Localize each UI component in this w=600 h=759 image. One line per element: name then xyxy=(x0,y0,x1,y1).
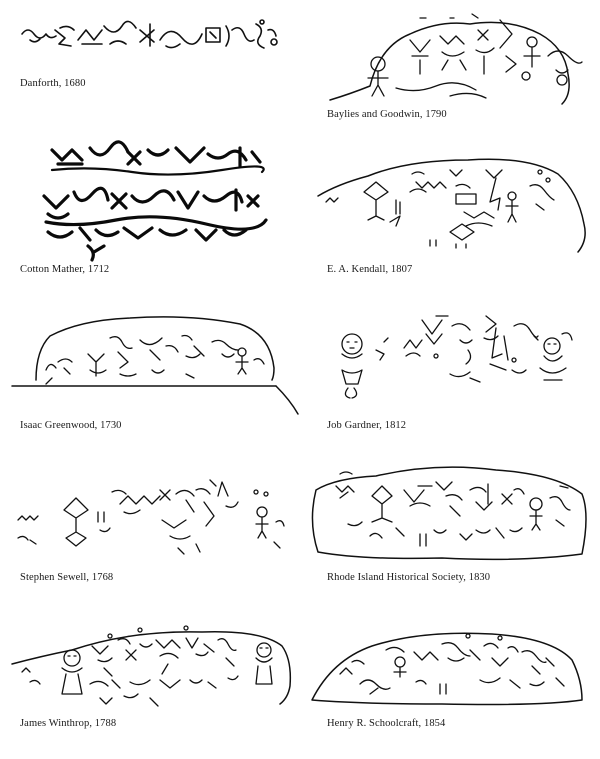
drawing-rhode-island xyxy=(300,450,600,590)
drawing-baylies-goodwin xyxy=(300,0,600,130)
drawing-schoolcraft xyxy=(300,600,600,759)
caption-gardner: Job Gardner, 1812 xyxy=(327,420,407,431)
drawing-greenwood xyxy=(0,290,300,440)
greenwood-illustration xyxy=(0,290,300,440)
sewell-illustration xyxy=(0,450,300,590)
rhode-island-illustration xyxy=(300,450,600,590)
cotton-mather-illustration xyxy=(0,130,300,280)
caption-winthrop: James Winthrop, 1788 xyxy=(20,718,117,729)
caption-kendall: E. A. Kendall, 1807 xyxy=(327,264,413,275)
caption-schoolcraft: Henry R. Schoolcraft, 1854 xyxy=(327,718,446,729)
drawing-danforth xyxy=(0,0,300,100)
drawing-kendall xyxy=(300,130,600,280)
caption-sewell: Stephen Sewell, 1768 xyxy=(20,572,114,583)
winthrop-illustration xyxy=(0,600,300,759)
gardner-illustration xyxy=(300,290,600,440)
drawing-sewell xyxy=(0,450,300,590)
drawing-winthrop xyxy=(0,600,300,759)
drawing-cotton-mather xyxy=(0,130,300,280)
caption-greenwood: Isaac Greenwood, 1730 xyxy=(20,420,122,431)
caption-danforth: Danforth, 1680 xyxy=(20,78,86,89)
kendall-illustration xyxy=(300,130,600,280)
drawing-gardner xyxy=(300,290,600,440)
caption-rhode-island: Rhode Island Historical Society, 1830 xyxy=(327,572,491,583)
schoolcraft-illustration xyxy=(300,600,600,759)
caption-cotton-mather: Cotton Mather, 1712 xyxy=(20,264,110,275)
caption-baylies-goodwin: Baylies and Goodwin, 1790 xyxy=(327,109,447,120)
